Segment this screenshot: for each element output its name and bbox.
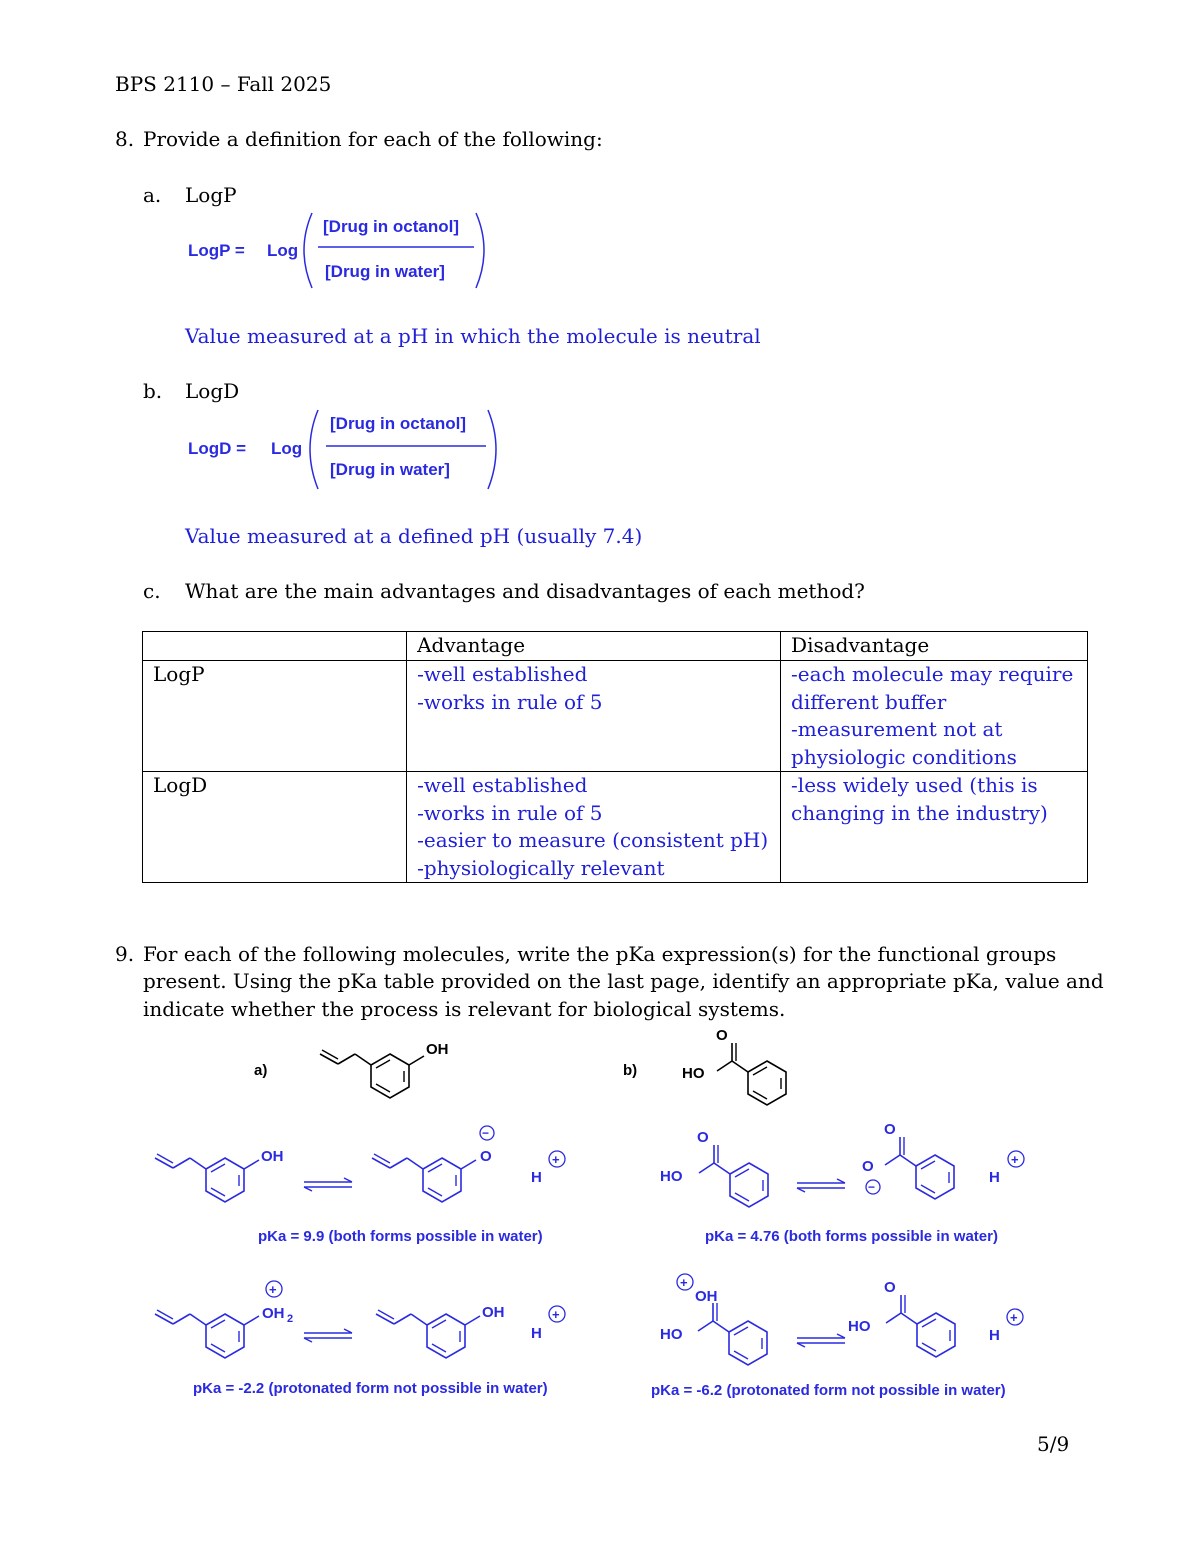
- disadvantage-item: changing in the industry): [791, 800, 1048, 825]
- reaction-b2: [660, 1274, 1023, 1365]
- q9-prompt-line: For each of the following molecules, write the pKa expression(s) for the functional groups: [143, 942, 1057, 966]
- logp-formula-log: Log: [267, 241, 299, 260]
- svg-text:O: O: [480, 1148, 492, 1165]
- logp-denominator: [Drug in water]: [325, 262, 445, 281]
- logd-answer: Value measured at a defined pH (usually 7.4): [185, 524, 643, 548]
- q8b-letter: b.: [143, 379, 163, 403]
- advantages-cell: [407, 661, 781, 772]
- logd-denominator: [Drug in water]: [330, 460, 450, 479]
- method-cell: LogD: [143, 772, 407, 883]
- disadvantage-item: physiologic conditions: [791, 744, 1017, 769]
- svg-text:H: H: [531, 1325, 542, 1342]
- svg-text:O: O: [716, 1027, 728, 1044]
- q9-prompt-line: indicate whether the process is relevant for biological systems.: [143, 997, 786, 1021]
- reaction-a1: [155, 1126, 565, 1202]
- pka-a1: pKa = 9.9 (both forms possible in water): [258, 1228, 543, 1245]
- logp-numerator: [Drug in octanol]: [323, 217, 459, 236]
- svg-text:2: 2: [287, 1313, 294, 1325]
- pka-b2: pKa = -6.2 (protonated form not possible in water): [651, 1382, 1006, 1399]
- disadvantages-cell: [781, 661, 1088, 772]
- table-header-cell: Advantage: [407, 632, 781, 661]
- advantages-table: [142, 631, 1088, 883]
- table-row: [143, 772, 1088, 883]
- pka-b1: pKa = 4.76 (both forms possible in water): [705, 1228, 998, 1245]
- disadvantages-cell: [781, 772, 1088, 883]
- advantage-item: -works in rule of 5: [417, 800, 603, 825]
- page-number: 5/9: [1037, 1432, 1070, 1456]
- svg-text:+: +: [552, 1152, 560, 1167]
- svg-text:OH: OH: [426, 1041, 449, 1058]
- q8-prompt: Provide a definition for each of the following:: [143, 127, 603, 151]
- svg-text:H: H: [989, 1169, 1000, 1186]
- q8-number: 8.: [115, 127, 135, 151]
- disadvantage-item: -measurement not at: [791, 717, 1003, 741]
- logp-fraction-graphics: [296, 210, 496, 292]
- q9-prompt-line: present. Using the pKa table provided on the last page, identify an appropriate pKa, value and: [143, 969, 1104, 993]
- svg-text:O: O: [697, 1129, 709, 1146]
- disadvantage-item: -less widely used (this is: [791, 773, 1038, 797]
- svg-text:OH: OH: [695, 1288, 718, 1305]
- advantage-item: -easier to measure (consistent pH): [417, 828, 769, 852]
- molecule-a-reference: [254, 1041, 449, 1098]
- logp-formula-lhs: LogP =: [188, 241, 245, 260]
- q8b-label: LogD: [185, 379, 240, 403]
- svg-text:OH: OH: [482, 1304, 505, 1321]
- logd-numerator: [Drug in octanol]: [330, 414, 466, 433]
- table-row: [143, 661, 1088, 772]
- q9-number: 9.: [115, 942, 135, 966]
- advantage-item: -physiologically relevant: [417, 855, 665, 880]
- q8c-letter: c.: [143, 579, 161, 603]
- svg-text:+: +: [552, 1307, 560, 1322]
- table-header-row: [143, 632, 1088, 661]
- reaction-a2: [155, 1281, 565, 1358]
- logd-formula-log: Log: [271, 439, 303, 458]
- svg-text:HO: HO: [660, 1168, 683, 1185]
- advantage-item: -well established: [417, 773, 588, 797]
- svg-text:O: O: [884, 1279, 896, 1296]
- svg-text:+: +: [1011, 1152, 1019, 1167]
- chemistry-scheme: [0, 1020, 1200, 1420]
- pka-a2: pKa = -2.2 (protonated form not possible in water): [193, 1380, 548, 1397]
- svg-text:O: O: [862, 1158, 874, 1175]
- svg-text:HO: HO: [660, 1326, 683, 1343]
- svg-text:−: −: [868, 1180, 876, 1194]
- method-cell: LogP: [143, 661, 407, 772]
- q8a-letter: a.: [143, 183, 162, 207]
- advantage-item: -well established: [417, 662, 588, 686]
- logd-formula-lhs: LogD =: [188, 439, 247, 458]
- table-header-cell: Disadvantage: [781, 632, 1088, 661]
- disadvantage-item: -each molecule may require: [791, 662, 1074, 686]
- svg-text:+: +: [680, 1275, 688, 1290]
- q8a-label: LogP: [185, 183, 237, 207]
- advantages-cell: [407, 772, 781, 883]
- svg-text:+: +: [269, 1282, 277, 1297]
- molecule-b-reference: [623, 1027, 786, 1105]
- course-header: BPS 2110 – Fall 2025: [115, 72, 332, 96]
- logp-answer: Value measured at a pH in which the molecule is neutral: [185, 324, 761, 348]
- svg-text:OH: OH: [261, 1148, 284, 1165]
- svg-text:H: H: [989, 1327, 1000, 1344]
- svg-text:+: +: [1010, 1310, 1018, 1325]
- svg-text:−: −: [482, 1126, 490, 1140]
- svg-text:H: H: [531, 1169, 542, 1186]
- disadvantage-item: different buffer: [791, 689, 947, 714]
- svg-text:HO: HO: [682, 1065, 705, 1082]
- reaction-b1: [660, 1121, 1024, 1207]
- svg-text:O: O: [884, 1121, 896, 1138]
- advantage-item: -works in rule of 5: [417, 689, 603, 714]
- table-header-cell: [143, 632, 407, 661]
- svg-text:OH: OH: [262, 1305, 285, 1322]
- svg-text:HO: HO: [848, 1318, 871, 1335]
- logd-fraction-graphics: [302, 407, 507, 493]
- q8c-question: What are the main advantages and disadvantages of each method?: [185, 579, 865, 603]
- label-a: a): [254, 1062, 268, 1079]
- label-b: b): [623, 1062, 638, 1079]
